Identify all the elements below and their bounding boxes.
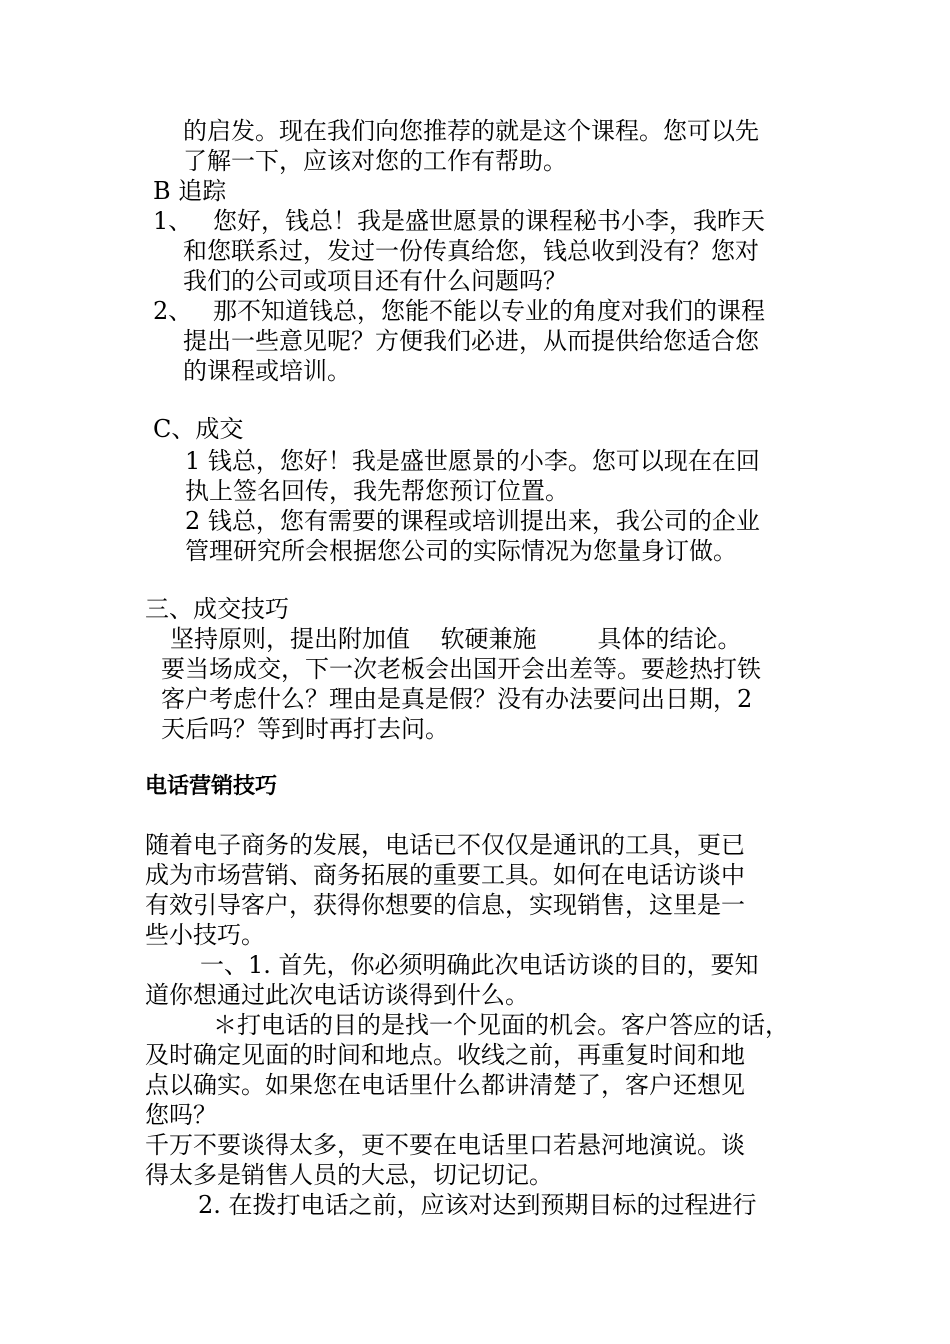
text-line: 坚持原则，提出附加值 软硬兼施 具体的结论。 — [170, 625, 742, 653]
paragraph-line: 您吗？ — [145, 1101, 217, 1129]
text-line: 的课程或培训。 — [183, 357, 351, 385]
text-line: 执上签名回传，我先帮您预订位置。 — [185, 477, 569, 505]
paragraph-line: 些小技巧。 — [145, 921, 265, 949]
text-line: 的启发。现在我们向您推荐的就是这个课程。您可以先 — [183, 117, 759, 145]
text-line: 和您联系过，发过一份传真给您，钱总收到没有？您对 — [183, 237, 759, 265]
section-label-b: B 追踪 — [153, 177, 227, 205]
section-label-c: C、成交 — [153, 415, 244, 443]
list-number: 1、 — [153, 207, 193, 235]
paragraph-line: 千万不要谈得太多，更不要在电话里口若悬河地演说。谈 — [145, 1131, 745, 1159]
text-line: 要当场成交，下一次老板会出国开会出差等。要趁热打铁 — [161, 655, 761, 683]
paragraph-line: 得太多是销售人员的大忌，切记切记。 — [145, 1161, 553, 1189]
paragraph-line: 道你想通过此次电话访谈得到什么。 — [145, 981, 529, 1009]
paragraph-line: ＊打电话的目的是找一个见面的机会。客户答应的话， — [213, 1011, 789, 1039]
paragraph-line: 点以确实。如果您在电话里什么都讲清楚了，客户还想见 — [145, 1071, 745, 1099]
text-line: 客户考虑什么？理由是真是假？没有办法要问出日期，2 — [161, 685, 753, 713]
text-line: 了解一下，应该对您的工作有帮助。 — [183, 147, 567, 175]
text-line: 那不知道钱总，您能不能以专业的角度对我们的课程 — [213, 297, 765, 325]
text-line: 我们的公司或项目还有什么问题吗？ — [183, 267, 567, 295]
text-line: 管理研究所会根据您公司的实际情况为您量身订做。 — [185, 537, 737, 565]
text-line: 2 钱总，您有需要的课程或培训提出来，我公司的企业 — [185, 507, 760, 535]
paragraph-line: 一、1. 首先，你必须明确此次电话访谈的目的，要知 — [200, 951, 759, 979]
paragraph-line: 随着电子商务的发展，电话已不仅仅是通讯的工具，更已 — [145, 831, 745, 859]
text-line: 天后吗？等到时再打去问。 — [161, 715, 449, 743]
section-title: 三、成交技巧 — [145, 595, 289, 623]
paragraph-line: 有效引导客户，获得你想要的信息，实现销售，这里是一 — [145, 891, 745, 919]
paragraph-line: 及时确定见面的时间和地点。收线之前，再重复时间和地 — [145, 1041, 745, 1069]
text-line: 您好，钱总！我是盛世愿景的课程秘书小李，我昨天 — [213, 207, 765, 235]
paragraph-line: 2. 在拨打电话之前，应该对达到预期目标的过程进行 — [198, 1191, 757, 1219]
text-line: 1 钱总，您好！我是盛世愿景的小李。您可以现在在回 — [185, 447, 760, 475]
paragraph-line: 成为市场营销、商务拓展的重要工具。如何在电话访谈中 — [145, 861, 745, 889]
article-heading: 电话营销技巧 — [145, 774, 278, 799]
list-number: 2、 — [153, 297, 193, 325]
text-line: 提出一些意见呢？方便我们必进，从而提供给您适合您 — [183, 327, 759, 355]
